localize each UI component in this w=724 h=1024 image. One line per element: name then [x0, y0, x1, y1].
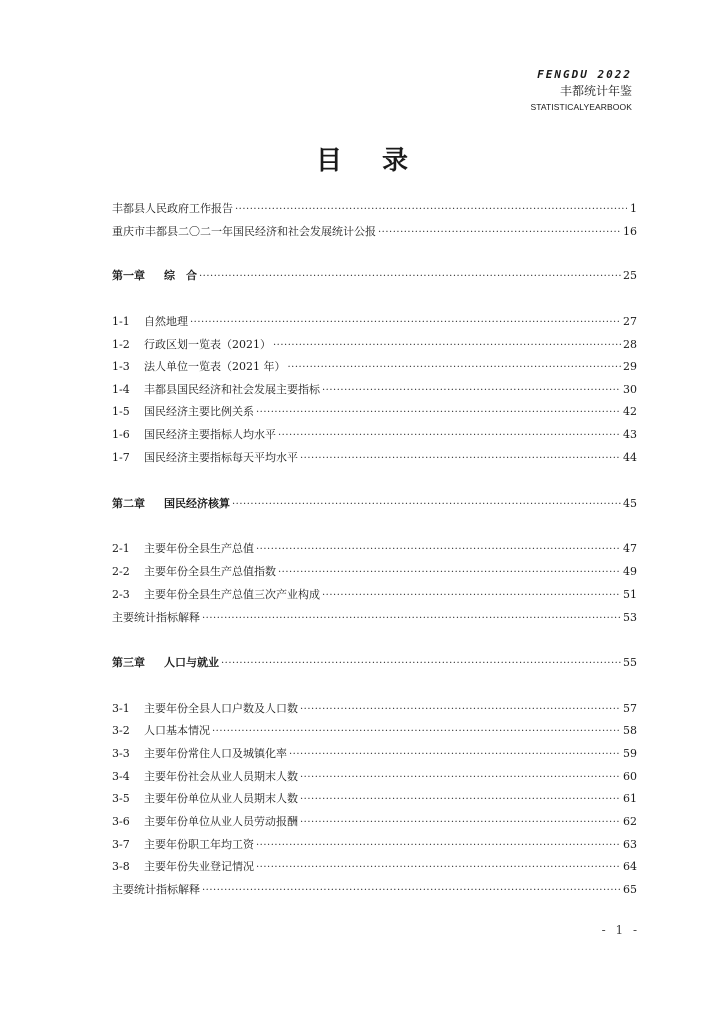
toc-entry-row[interactable]	[112, 768, 637, 786]
toc-entry-label: 主要统计指标解释	[112, 883, 200, 896]
dot-leader	[232, 496, 621, 514]
header-book-title-en: STATISTICALYEARBOOK	[530, 102, 632, 112]
toc-entry-number: 1-5	[112, 405, 130, 418]
toc-entry-label: 主要年份失业登记情况	[144, 860, 254, 873]
toc-entry-label: 法人单位一览表（2021 年）	[144, 360, 286, 373]
toc-entry-page: 58	[623, 724, 637, 737]
dot-leader	[300, 791, 621, 809]
dot-leader	[378, 224, 621, 242]
toc-entry-label: 主要年份全县人口户数及人口数	[144, 702, 298, 715]
toc-entry-row[interactable]	[112, 813, 637, 831]
toc-entry-page: 65	[623, 883, 637, 896]
toc-entry-number: 2-3	[112, 588, 130, 601]
toc-entry-label: 主要统计指标解释	[112, 611, 200, 624]
toc-entry-page: 59	[623, 747, 637, 760]
toc-entry-number: 3-8	[112, 860, 130, 873]
toc-entry-page: 62	[623, 815, 637, 828]
dot-leader	[300, 450, 621, 468]
toc-entry-label: 国民经济主要指标每天平均水平	[144, 451, 298, 464]
toc-entry-page: 55	[623, 656, 637, 669]
toc-entry-page: 44	[623, 451, 637, 464]
toc-entry-number: 1-2	[112, 338, 130, 351]
toc-entry-row[interactable]	[112, 836, 637, 854]
toc-entry-page: 30	[623, 383, 637, 396]
dot-leader	[300, 701, 621, 719]
toc-entry-number: 3-3	[112, 747, 130, 760]
toc-entry-page: 53	[623, 611, 637, 624]
toc-entry-number: 2-2	[112, 565, 130, 578]
dot-leader	[221, 655, 621, 673]
toc-entry-label: 国民经济核算	[164, 497, 230, 510]
toc-entry-row[interactable]	[112, 790, 637, 808]
toc-entry-label: 主要年份全县生产总值三次产业构成	[144, 588, 320, 601]
dot-leader	[212, 723, 621, 741]
dot-leader	[278, 564, 621, 582]
dot-leader	[289, 746, 621, 764]
toc-entry-number: 1-3	[112, 360, 130, 373]
dot-leader	[300, 769, 621, 787]
toc-entry-page: 45	[623, 497, 637, 510]
toc-entry-number: 3-6	[112, 815, 130, 828]
toc-entry-page: 1	[630, 202, 637, 215]
toc-entry-row[interactable]	[112, 700, 637, 718]
toc-entry-label: 人口基本情况	[144, 724, 210, 737]
toc-entry-page: 60	[623, 770, 637, 783]
toc-entry-label: 主要年份常住人口及城镇化率	[144, 747, 287, 760]
toc-entry-label: 国民经济主要比例关系	[144, 405, 254, 418]
toc-entry-page: 47	[623, 542, 637, 555]
toc-entry-label: 自然地理	[144, 315, 188, 328]
toc-entry-number: 3-4	[112, 770, 130, 783]
toc-entry-label: 丰都县国民经济和社会发展主要指标	[144, 383, 320, 396]
toc-entry-row[interactable]	[112, 881, 637, 899]
toc-entry-label: 主要年份全县生产总值指数	[144, 565, 276, 578]
running-header	[530, 68, 632, 114]
page-title: 目录	[315, 146, 448, 176]
toc-entry-page: 61	[623, 792, 637, 805]
toc-entry-number: 3-1	[112, 702, 130, 715]
toc-entry-row[interactable]	[112, 336, 637, 354]
toc-entry-number: 2-1	[112, 542, 130, 555]
toc-entry-page: 27	[623, 315, 637, 328]
toc-entry-row[interactable]	[112, 563, 637, 581]
toc-entry-row[interactable]	[112, 449, 637, 467]
toc-entry-page: 51	[623, 588, 637, 601]
toc-entry-label: 主要年份社会从业人员期末人数	[144, 770, 298, 783]
toc-entry-label: 主要年份单位从业人员期末人数	[144, 792, 298, 805]
toc-entry-number: 3-2	[112, 724, 130, 737]
toc-entry-label: 重庆市丰都县二〇二一年国民经济和社会发展统计公报	[112, 225, 376, 238]
toc-entry-number: 第二章	[112, 497, 145, 510]
dot-leader	[256, 859, 621, 877]
toc-entry-number: 第一章	[112, 269, 145, 282]
toc-entry-number: 1-1	[112, 315, 130, 328]
toc-entry-row[interactable]	[112, 403, 637, 421]
toc-entry-number: 1-6	[112, 428, 130, 441]
toc-entry-label: 丰都县人民政府工作报告	[112, 202, 233, 215]
toc-entry-page: 42	[623, 405, 637, 418]
header-book-title: 丰都统计年鉴	[559, 84, 632, 98]
toc-entry-page: 57	[623, 702, 637, 715]
toc-entry-page: 43	[623, 428, 637, 441]
toc-entry-label: 主要年份全县生产总值	[144, 542, 254, 555]
toc-chapter-row[interactable]	[112, 267, 637, 285]
toc-entry-row[interactable]	[112, 540, 637, 558]
toc-entry-row[interactable]	[112, 426, 637, 444]
toc-entry-page: 64	[623, 860, 637, 873]
toc-entry-label: 主要年份职工年均工资	[144, 838, 254, 851]
dot-leader	[322, 382, 621, 400]
dot-leader	[288, 359, 622, 377]
dot-leader	[273, 337, 621, 355]
toc-entry-number: 3-7	[112, 838, 130, 851]
toc-entry-page: 29	[623, 360, 637, 373]
toc-entry-number: 1-7	[112, 451, 130, 464]
toc-entry-page: 28	[623, 338, 637, 351]
dot-leader	[202, 882, 621, 900]
toc-entry-page: 16	[623, 225, 637, 238]
toc-chapter-row[interactable]	[112, 654, 637, 672]
toc-entry-row[interactable]	[112, 313, 637, 331]
toc-entry-number: 第三章	[112, 656, 145, 669]
dot-leader	[300, 814, 621, 832]
toc-entry-row[interactable]	[112, 381, 637, 399]
toc-entry-row[interactable]	[112, 223, 637, 241]
dot-leader	[256, 541, 621, 559]
dot-leader	[190, 314, 621, 332]
dot-leader	[256, 837, 621, 855]
toc-entry-row[interactable]	[112, 358, 637, 376]
toc-entry-row[interactable]	[112, 745, 637, 763]
toc-entry-row[interactable]	[112, 609, 637, 627]
toc-entry-page: 63	[623, 838, 637, 851]
page-number: - 1 -	[601, 923, 640, 937]
dot-leader	[235, 201, 627, 219]
dot-leader	[278, 427, 621, 445]
dot-leader	[322, 587, 621, 605]
dot-leader	[199, 268, 621, 286]
header-series: FENGDU 2022	[537, 68, 632, 81]
dot-leader	[256, 404, 621, 422]
toc-entry-number: 1-4	[112, 383, 130, 396]
toc-entry-row[interactable]	[112, 200, 637, 218]
toc-entry-label: 行政区划一览表（2021）	[144, 338, 271, 351]
toc-entry-label: 主要年份单位从业人员劳动报酬	[144, 815, 298, 828]
toc-entry-label: 人口与就业	[164, 656, 219, 669]
toc-entry-row[interactable]	[112, 722, 637, 740]
toc-entry-label: 国民经济主要指标人均水平	[144, 428, 276, 441]
toc-entry-page: 25	[623, 269, 637, 282]
toc-entry-label: 综 合	[164, 269, 197, 282]
dot-leader	[202, 610, 621, 628]
toc-entry-number: 3-5	[112, 792, 130, 805]
toc-entry-page: 49	[623, 565, 637, 578]
toc-chapter-row[interactable]	[112, 495, 637, 513]
toc-entry-row[interactable]	[112, 858, 637, 876]
toc-entry-row[interactable]	[112, 586, 637, 604]
